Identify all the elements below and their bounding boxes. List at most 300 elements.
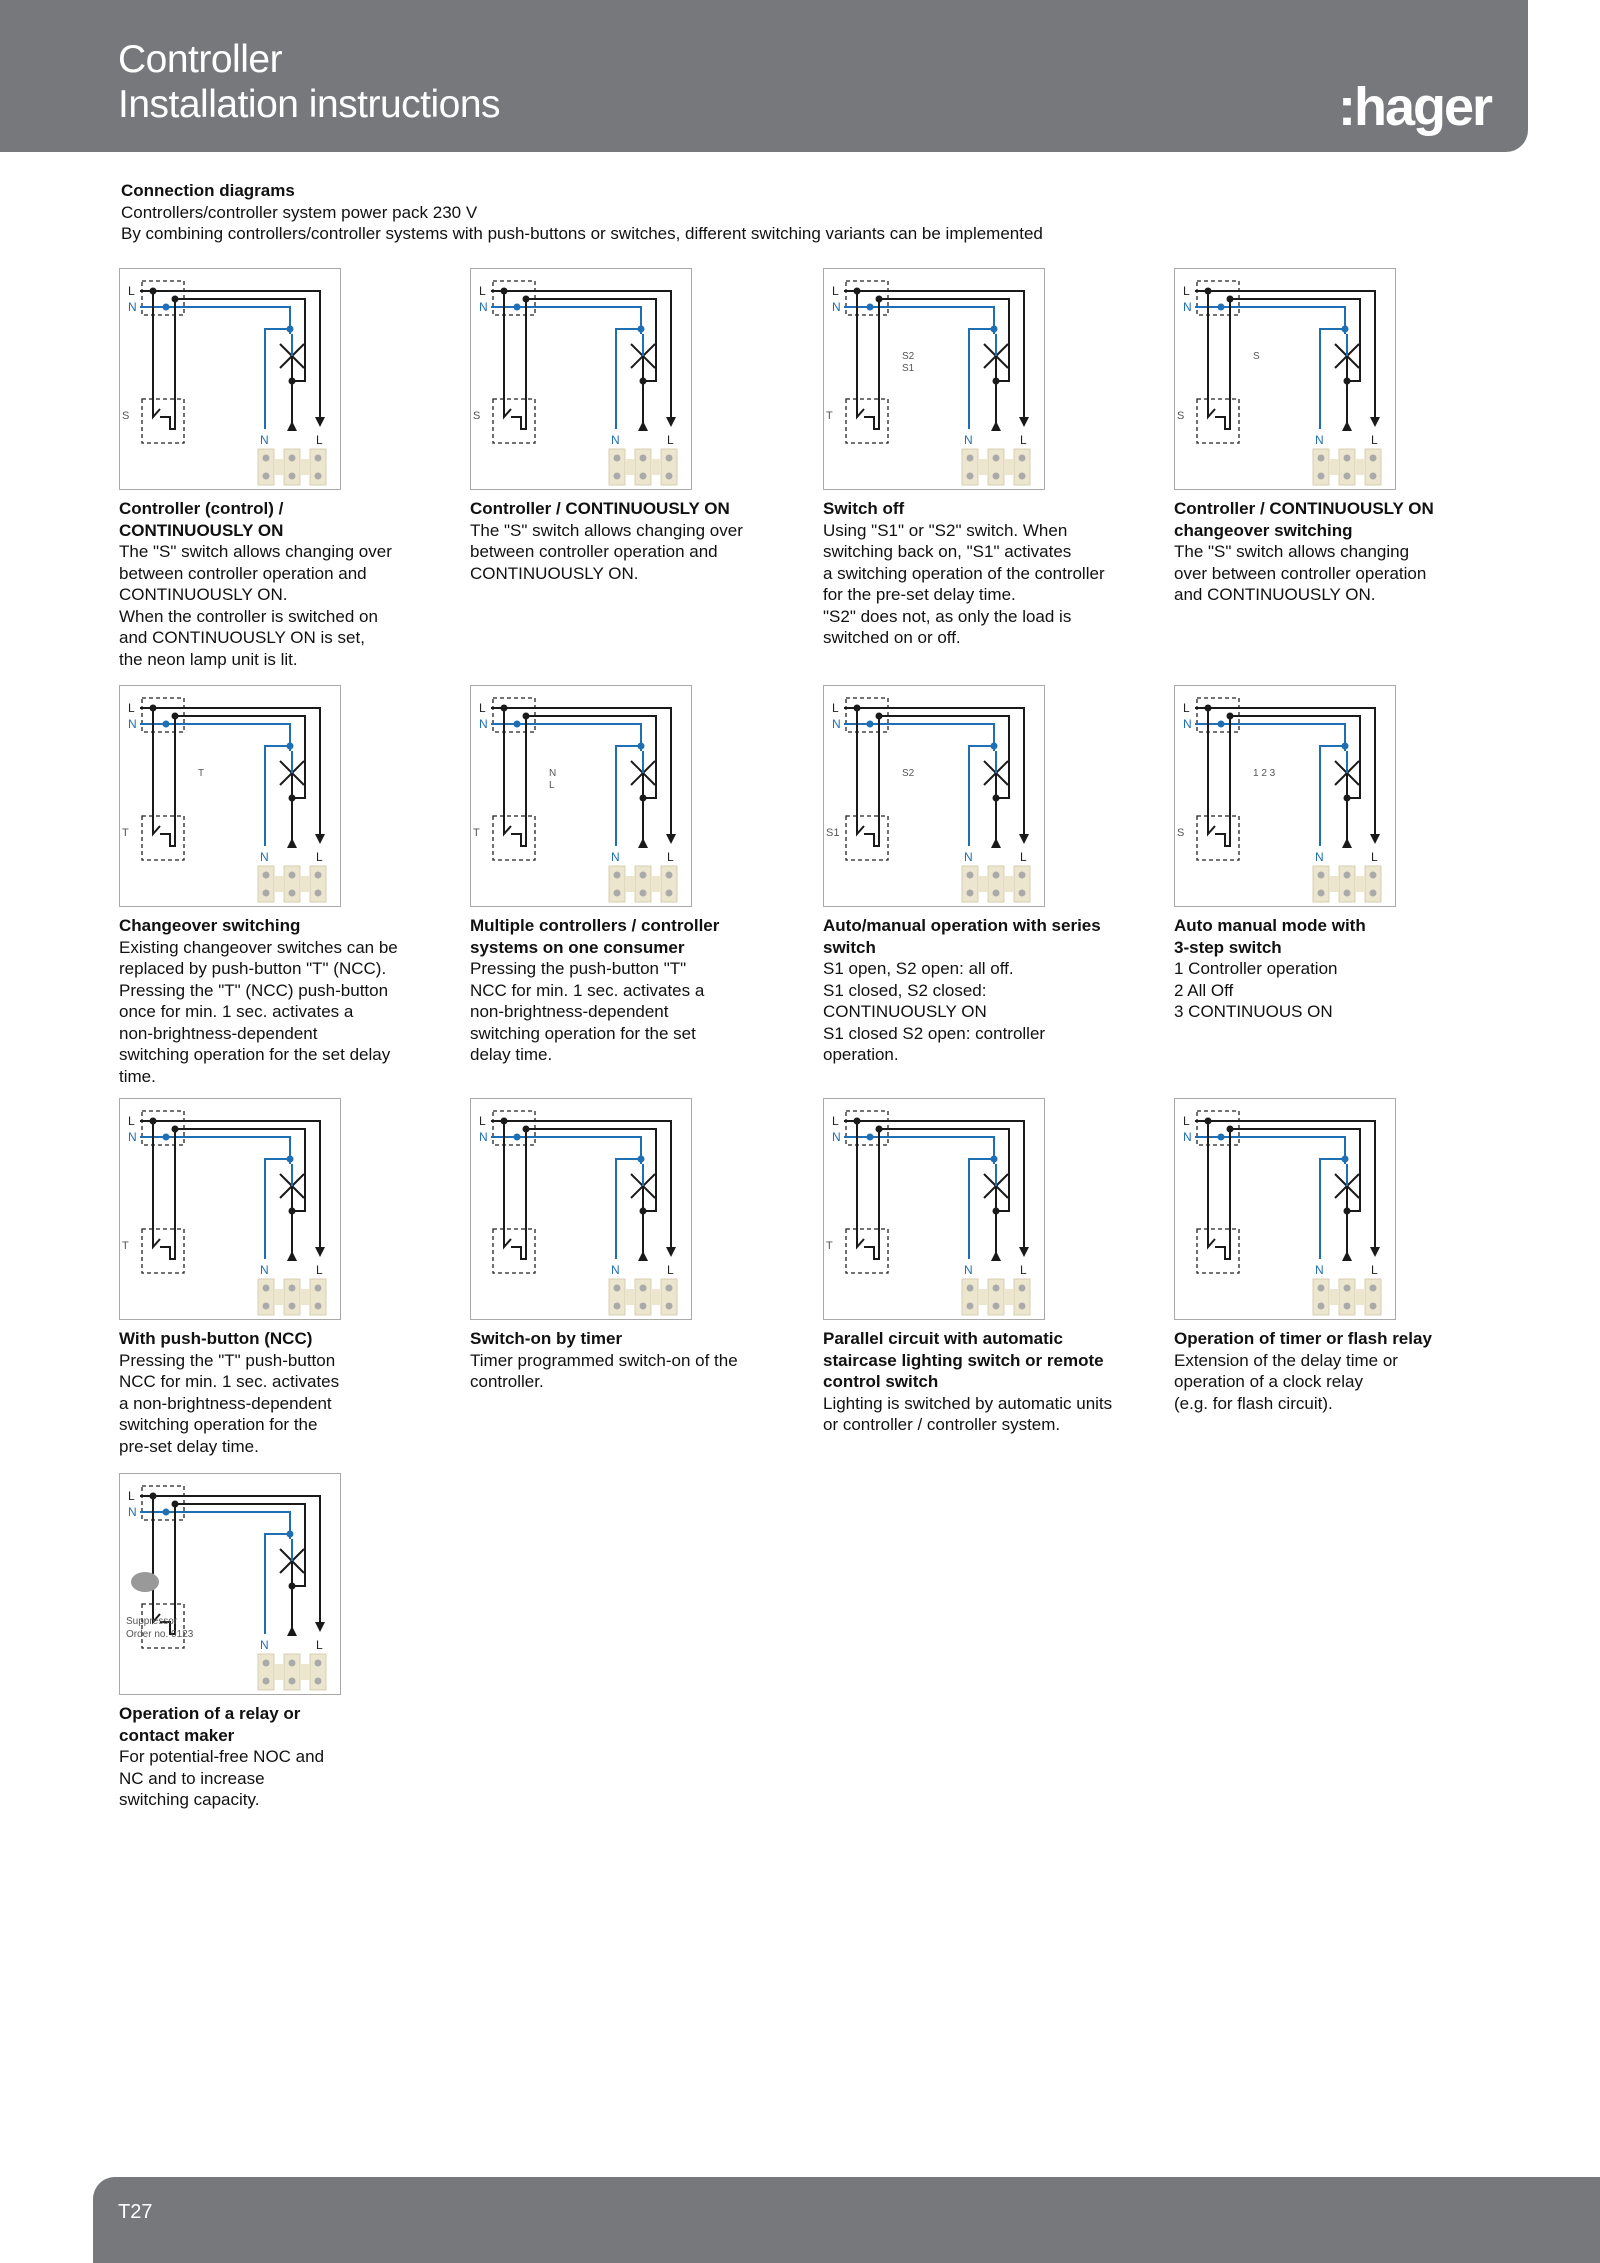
extra-label: S [1253, 351, 1260, 362]
wiring-diagram [470, 268, 692, 490]
wiring-diagram-svg [471, 686, 691, 906]
terminal-l-label: L [667, 850, 674, 864]
caption-text: switching back on, "S1" activates [823, 542, 1072, 561]
terminal-screw [993, 1285, 1000, 1292]
terminal-l-label: L [316, 433, 323, 447]
junction-dot [991, 1156, 998, 1163]
caption-text: delay time. [470, 1045, 553, 1064]
switch-wire [511, 299, 526, 429]
junction-dot [640, 1208, 647, 1215]
document-subtitle: Installation instructions [118, 83, 501, 126]
junction-dot [514, 304, 521, 311]
page-footer [93, 2177, 1600, 2263]
terminal-bridge [1355, 876, 1365, 892]
caption-text: 2 All Off [1174, 980, 1234, 1000]
diagram-panel [119, 1473, 419, 1811]
line-label: L [1183, 701, 1190, 715]
terminal-n-label: N [611, 433, 620, 447]
controller-wire [526, 1129, 656, 1211]
junction-dot [287, 1531, 294, 1538]
junction-dot [867, 304, 874, 311]
junction-dot [638, 326, 645, 333]
arrow-up-icon [991, 421, 1001, 431]
terminal [609, 866, 625, 902]
diagram-caption [1174, 1328, 1474, 1414]
caption-title: Changeover switching [119, 916, 301, 935]
terminal-screw [1019, 1285, 1026, 1292]
controller-wire [879, 716, 1009, 798]
terminal-n-label: N [611, 850, 620, 864]
terminal-screw [614, 473, 621, 480]
diagram-panel [1174, 268, 1474, 606]
caption-text: When the controller is switched on [119, 606, 378, 626]
terminal [635, 1279, 651, 1315]
controller-wire [879, 1129, 1009, 1211]
terminal-screw [289, 455, 296, 462]
terminal-screw [614, 890, 621, 897]
neutral-label: N [1183, 300, 1192, 314]
controller-wire [1230, 1129, 1360, 1211]
line-label: L [128, 1114, 135, 1128]
terminal-bridge [274, 1289, 284, 1305]
terminal-l-label: L [1020, 433, 1027, 447]
caption-text: switching operation for the [119, 1415, 318, 1434]
terminal-screw [263, 872, 270, 879]
caption-text: operation. [823, 1045, 899, 1064]
terminal-n-label: N [260, 1638, 269, 1652]
junction-dot [289, 378, 296, 385]
terminal-block [1313, 866, 1381, 902]
caption-text: S1 closed S2 open: controller [823, 1023, 1046, 1043]
switch-label: T [122, 827, 129, 839]
terminal [962, 1279, 978, 1315]
switch-wire [1215, 299, 1230, 429]
switch-wire [504, 1121, 511, 1247]
switch-label: S [122, 410, 130, 422]
terminal-n-label: N [260, 1263, 269, 1277]
junction-dot [1218, 721, 1225, 728]
neutral-wire [616, 746, 641, 846]
junction-dot [514, 721, 521, 728]
junction-dot [1344, 378, 1351, 385]
terminal-block [258, 449, 326, 485]
caption-title: switch [823, 937, 876, 957]
terminal-bridge [1355, 1289, 1365, 1305]
terminal-screw [640, 473, 647, 480]
terminal-screw [315, 1678, 322, 1685]
caption-text: controller. [470, 1372, 544, 1391]
terminal-bridge [625, 876, 635, 892]
terminal-screw [1344, 1303, 1351, 1310]
caption-text: switching operation for the set delay [119, 1045, 391, 1064]
extra-label: N [549, 768, 557, 779]
controller-wire [526, 299, 656, 381]
arrow-up-icon [1342, 1251, 1352, 1261]
terminal-screw [1019, 473, 1026, 480]
switch-wire [504, 708, 511, 834]
caption-text: S1 open, S2 open: all off. [823, 959, 1014, 978]
controller-wire [1230, 716, 1360, 798]
switch-dashed-box [493, 399, 535, 443]
neutral-label: N [128, 300, 137, 314]
caption-title: Controller / CONTINUOUSLY ON [1174, 499, 1434, 518]
neutral-wire [265, 329, 290, 429]
caption-text: CONTINUOUSLY ON. [119, 585, 288, 604]
wiring-diagram [1174, 1098, 1396, 1320]
terminal [661, 866, 677, 902]
terminal-screw [289, 473, 296, 480]
arrow-down-icon [315, 834, 325, 844]
caption-title: control switch [823, 1372, 939, 1391]
diagram-panel [470, 1098, 770, 1393]
extra-label: Suppressor [126, 1616, 178, 1627]
switch-wire [857, 1121, 864, 1247]
switch-label: S [1177, 410, 1185, 422]
arrow-up-icon [638, 421, 648, 431]
caption-text: 1 Controller operation [1174, 959, 1338, 978]
terminal-screw [967, 872, 974, 879]
junction-dot [640, 378, 647, 385]
neutral-wire [265, 1534, 290, 1634]
switch-wire [153, 291, 160, 417]
terminal [284, 449, 300, 485]
terminal-screw [967, 1285, 974, 1292]
extra-label: S2 [902, 768, 915, 779]
caption-text: over between controller operation [1174, 563, 1427, 583]
terminal-screw [1318, 455, 1325, 462]
caption-text: pre-set delay time. [119, 1436, 259, 1456]
caption-text: Using "S1" or "S2" switch. When [823, 520, 1068, 540]
junction-dot [163, 1134, 170, 1141]
caption-text: Extension of the delay time or [1174, 1350, 1398, 1370]
switch-wire [153, 1496, 160, 1622]
terminal [988, 866, 1004, 902]
terminal-n-label: N [1315, 1263, 1324, 1277]
terminal-l-label: L [1371, 1263, 1378, 1277]
arrow-down-icon [1370, 834, 1380, 844]
terminal-bridge [625, 1289, 635, 1305]
junction-dot [287, 1156, 294, 1163]
terminal-bridge [978, 876, 988, 892]
neutral-wire [969, 1159, 994, 1259]
terminal [609, 449, 625, 485]
caption-text: between controller operation and [470, 542, 718, 561]
line-label: L [1183, 284, 1190, 298]
caption-text: CONTINUOUSLY ON. [470, 563, 639, 583]
terminal-screw [1344, 473, 1351, 480]
terminal-screw [993, 872, 1000, 879]
caption-title: Operation of timer or flash relay [1174, 1329, 1432, 1348]
caption-text: or controller / controller system. [823, 1415, 1061, 1434]
junction-dot [514, 1134, 521, 1141]
terminal [1014, 866, 1030, 902]
terminal-screw [666, 890, 673, 897]
diagram-panel [470, 685, 770, 1066]
caption-title: Parallel circuit with automatic [823, 1329, 1063, 1348]
arrow-down-icon [1019, 417, 1029, 427]
junction-dot [289, 1583, 296, 1590]
diagram-caption [119, 915, 419, 1087]
junction-dot [289, 1208, 296, 1215]
terminal-bridge [651, 876, 661, 892]
switch-wire [1208, 708, 1215, 834]
controller-wire [526, 716, 656, 798]
caption-title: Auto manual mode with [1174, 916, 1366, 935]
terminal [635, 449, 651, 485]
caption-text: switching operation for the set [470, 1023, 696, 1043]
arrow-down-icon [1019, 834, 1029, 844]
controller-wire [1230, 299, 1360, 381]
caption-text: for the pre-set delay time. [823, 585, 1016, 604]
terminal-screw [315, 1285, 322, 1292]
caption-title: Controller / CONTINUOUSLY ON [470, 499, 730, 518]
caption-text: once for min. 1 sec. activates a [119, 1002, 354, 1021]
neutral-label: N [832, 300, 841, 314]
terminal-bridge [978, 1289, 988, 1305]
terminal-bridge [300, 459, 310, 475]
switch-wire [1208, 1121, 1215, 1247]
diagram-caption [470, 1328, 770, 1393]
line-label: L [128, 701, 135, 715]
switch-dashed-box [846, 1229, 888, 1273]
terminal-block [962, 449, 1030, 485]
terminal-screw [289, 1678, 296, 1685]
diagram-caption [470, 498, 770, 584]
terminal-block [609, 866, 677, 902]
terminal [310, 1279, 326, 1315]
switch-wire [160, 1504, 175, 1634]
terminal-bridge [300, 876, 310, 892]
neutral-label: N [128, 717, 137, 731]
terminal-screw [1344, 890, 1351, 897]
terminal-screw [263, 890, 270, 897]
line-label: L [832, 1114, 839, 1128]
terminal [661, 1279, 677, 1315]
suppressor-icon [131, 1572, 159, 1592]
diagram-panel [823, 1098, 1123, 1436]
terminal-n-label: N [260, 850, 269, 864]
terminal-screw [640, 1285, 647, 1292]
terminal-n-label: N [964, 1263, 973, 1277]
terminal-l-label: L [667, 433, 674, 447]
switch-dashed-box [1197, 816, 1239, 860]
junction-dot [993, 378, 1000, 385]
caption-text: For potential-free NOC and [119, 1747, 325, 1766]
switch-wire [504, 291, 511, 417]
terminal-block [258, 866, 326, 902]
junction-dot [1344, 795, 1351, 802]
caption-text: NCC for min. 1 sec. activates a [470, 980, 705, 1000]
terminal-bridge [1329, 1289, 1339, 1305]
caption-title: Operation of a relay or [119, 1704, 301, 1723]
terminal-screw [1318, 890, 1325, 897]
switch-label: T [826, 1240, 833, 1252]
terminal [258, 866, 274, 902]
neutral-label: N [479, 1130, 488, 1144]
line-label: L [128, 284, 135, 298]
terminal-bridge [300, 1664, 310, 1680]
switch-wire [857, 708, 864, 834]
caption-title: With push-button (NCC) [119, 1329, 313, 1348]
terminal-screw [315, 455, 322, 462]
terminal-screw [315, 872, 322, 879]
controller-wire [175, 1504, 305, 1586]
terminal-screw [1344, 1285, 1351, 1292]
terminal-bridge [1329, 459, 1339, 475]
extra-label: L [549, 780, 555, 791]
junction-dot [867, 1134, 874, 1141]
controller-wire [175, 716, 305, 798]
arrow-down-icon [1370, 1247, 1380, 1257]
junction-dot [991, 743, 998, 750]
switch-wire [864, 299, 879, 429]
terminal [1365, 1279, 1381, 1315]
wiring-diagram [119, 1473, 341, 1695]
page-header [0, 0, 1528, 152]
terminal-screw [263, 473, 270, 480]
terminal-screw [967, 890, 974, 897]
terminal-block [1313, 1279, 1381, 1315]
diagram-caption [823, 1328, 1123, 1436]
terminal-bridge [625, 459, 635, 475]
arrow-up-icon [1342, 421, 1352, 431]
switch-dashed-box [846, 399, 888, 443]
neutral-wire [616, 329, 641, 429]
junction-dot [287, 743, 294, 750]
switch-wire [864, 716, 879, 846]
arrow-up-icon [287, 1251, 297, 1261]
intro-line: By combining controllers/controller systems with push-buttons or switches, different switching variants can be implemented [121, 224, 1043, 243]
terminal-screw [640, 890, 647, 897]
terminal-screw [1370, 1285, 1377, 1292]
terminal-screw [993, 1303, 1000, 1310]
wiring-diagram-svg [824, 1099, 1044, 1319]
caption-text: between controller operation and [119, 563, 367, 583]
terminal [1339, 866, 1355, 902]
wiring-diagram [119, 1098, 341, 1320]
neutral-label: N [128, 1130, 137, 1144]
document-title: Controller [118, 38, 283, 81]
arrow-down-icon [315, 417, 325, 427]
neutral-label: N [832, 717, 841, 731]
terminal-screw [315, 473, 322, 480]
diagram-panel [470, 268, 770, 584]
neutral-label: N [1183, 1130, 1192, 1144]
switch-dashed-box [493, 816, 535, 860]
wiring-diagram [470, 685, 692, 907]
diagram-caption [1174, 915, 1474, 1023]
terminal-n-label: N [611, 1263, 620, 1277]
terminal-screw [640, 455, 647, 462]
terminal-screw [289, 1660, 296, 1667]
caption-title: Multiple controllers / controller [470, 916, 720, 935]
terminal-screw [1370, 890, 1377, 897]
diagram-caption [119, 1703, 419, 1811]
terminal [310, 1654, 326, 1690]
switch-label: T [473, 827, 480, 839]
arrow-up-icon [638, 1251, 648, 1261]
caption-text: NC and to increase [119, 1768, 265, 1788]
terminal-l-label: L [1020, 850, 1027, 864]
terminal-screw [1370, 455, 1377, 462]
wiring-diagram-svg [1175, 269, 1395, 489]
neutral-wire [1320, 1159, 1345, 1259]
diagram-caption [1174, 498, 1474, 606]
junction-dot [163, 1509, 170, 1516]
switch-dashed-box [846, 816, 888, 860]
terminal [988, 1279, 1004, 1315]
wiring-diagram [823, 268, 1045, 490]
junction-dot [638, 743, 645, 750]
intro-line: Controllers/controller system power pack 230 V [121, 202, 478, 222]
terminal-screw [1344, 872, 1351, 879]
caption-text: non-brightness-dependent [119, 1023, 318, 1043]
terminal-bridge [651, 459, 661, 475]
terminal [1365, 449, 1381, 485]
switch-dashed-box [142, 1229, 184, 1273]
terminal-block [962, 1279, 1030, 1315]
caption-title: Auto/manual operation with series [823, 916, 1101, 935]
caption-text: 3 CONTINUOUS ON [1174, 1002, 1333, 1021]
diagram-panel [119, 1098, 419, 1457]
terminal [310, 866, 326, 902]
terminal [1014, 1279, 1030, 1315]
arrow-up-icon [991, 1251, 1001, 1261]
wiring-diagram-svg [120, 269, 340, 489]
terminal-block [258, 1279, 326, 1315]
switch-label: S [473, 410, 481, 422]
caption-text: NCC for min. 1 sec. activates [119, 1372, 340, 1391]
arrow-up-icon [287, 838, 297, 848]
diagram-panel [119, 268, 419, 670]
caption-text: and CONTINUOUSLY ON is set, [119, 628, 365, 647]
wiring-diagram [1174, 685, 1396, 907]
terminal-screw [993, 455, 1000, 462]
terminal-l-label: L [316, 1263, 323, 1277]
terminal-n-label: N [964, 850, 973, 864]
switch-label: T [122, 1240, 129, 1252]
arrow-down-icon [1019, 1247, 1029, 1257]
junction-dot [638, 1156, 645, 1163]
switch-wire [160, 716, 175, 846]
terminal-screw [666, 872, 673, 879]
extra-label: 1 2 3 [1253, 768, 1276, 779]
terminal-screw [640, 1303, 647, 1310]
terminal-l-label: L [1020, 1263, 1027, 1277]
neutral-wire [969, 329, 994, 429]
wiring-diagram-svg [120, 1474, 340, 1694]
diagram-panel [823, 685, 1123, 1066]
junction-dot [991, 326, 998, 333]
diagram-caption [823, 915, 1123, 1066]
caption-text: The "S" switch allows changing over [470, 520, 743, 540]
switch-wire [153, 1121, 160, 1247]
terminal-l-label: L [316, 850, 323, 864]
switch-label: T [826, 410, 833, 422]
junction-dot [640, 795, 647, 802]
terminal-screw [993, 473, 1000, 480]
terminal-screw [263, 1303, 270, 1310]
terminal-screw [666, 1303, 673, 1310]
terminal [284, 1279, 300, 1315]
terminal [310, 449, 326, 485]
terminal-screw [1019, 1303, 1026, 1310]
caption-title: changeover switching [1174, 520, 1353, 540]
switch-wire [153, 708, 160, 834]
terminal-screw [614, 455, 621, 462]
terminal [258, 449, 274, 485]
caption-text: Existing changeover switches can be [119, 937, 398, 957]
